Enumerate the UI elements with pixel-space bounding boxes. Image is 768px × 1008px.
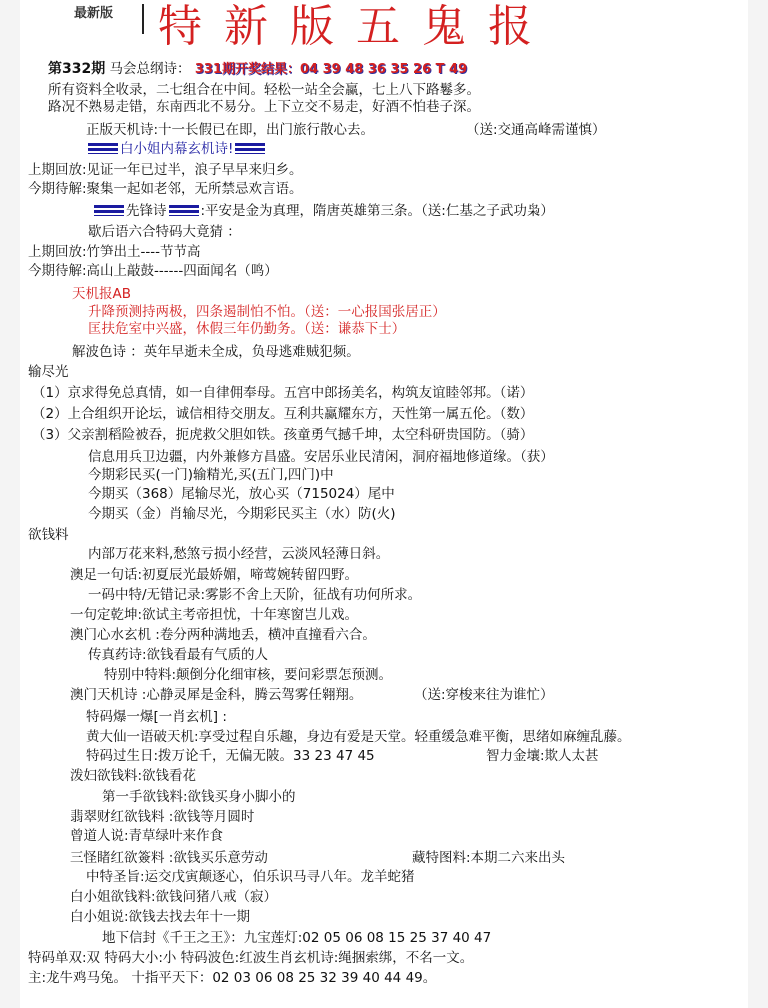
text-line: 三怪睹红欲簽料 :欲钱买乐意劳动 [70,850,268,866]
text-line: 路况不熟易走错，东南西北不易分。上下立交不易走，好酒不怕巷子深。 [48,99,480,115]
xianfeng-line [92,202,554,220]
text-line: 第一手欲钱料:欲钱买身小脚小的 [102,789,296,805]
text-line: 歇后语六合特码大竟猜 ： [88,224,241,240]
text-line: 藏特图料:本期二六来出头 [412,850,566,866]
text-line: 白小姐说:欲钱去找去年十一期 [70,909,251,925]
text-line: 翡翠财红欲钱料 :欲钱等月圆时 [70,809,255,825]
text-line: 今期买（金）肖输尽光，今期彩民买主（水）防(火) [88,506,396,522]
page-title: 特新版五鬼报 [158,1,554,52]
text-line: 升降预测持两极，四条遏制怕不怕。（送：一心报国张居正） [88,304,446,320]
edition-label: 最新版 [74,6,114,21]
section-heading: 输尽光 [28,364,69,380]
text-line: 澳足一句话:初夏辰光最娇媚，啼莺婉转留四野。 [70,567,359,583]
header-divider [142,4,144,34]
tianjibao-heading: 天机报AB [72,286,131,302]
poem-label: 马会总纲诗： [109,61,191,77]
text-line: 主:龙牛鸡马兔。 十指平天下：02 03 06 08 25 32 39 40 44 49。 [28,970,437,986]
section-heading: 欲钱料 [28,527,69,543]
bai-xiaojie-heading [86,140,267,158]
text-line: 今期待解:聚集一起如老邻，无所禁忌欢言语。 [28,181,303,197]
text-line: 特别中特料:颠倒分化细审核，要问彩票怎预测。 [104,667,393,683]
text-line: 澳门天机诗 :心静灵犀是金科，腾云驾雾任翱翔。 [70,687,363,703]
decor-badge [169,205,199,216]
text-line: （2）上合组织开论坛，诚信相待交朋友。互利共赢耀东方，天性第一属五伦。（数） [32,406,534,422]
text-line: 上期回放:竹笋出土----节节高 [28,244,201,260]
text-line: （1）京求得免总真情，如一自律佣奉母。五宫中郎扬美名，构筑友谊睦邻邦。（诺） [32,385,534,401]
text-line: 白小姐欲钱料:欲钱问猪八戒（寂） [70,889,278,905]
text-line: 今期待解:高山上敲鼓------四面闻名（鸣） [28,263,278,279]
text-line: 一码中特/无错记录:雾影不舍上天阶，征战有功何所求。 [88,587,422,603]
issue-number: 第332期 [48,61,106,77]
text-line: 今期彩民买(一门)输精光,买(五门,四门)中 [88,467,334,483]
text-line: 匡扶危室中兴盛，休假三年仍勤务。（送：谦恭下士） [88,321,406,337]
text-line: 解波色诗 ：英年早逝未全成，负母逃难贼犯频。 [72,344,360,360]
text-line: 中特圣旨:运交戊寅颠逐心，伯乐识马寻八年。龙羊蛇猪 [86,869,415,885]
text-line: 今期买（368）尾输尽光，放心买（715024）尾中 [88,486,395,502]
text-line: （送:交通高峰需谨慎） [466,122,606,138]
lottery-result: 331期开奖结果：04 39 48 36 35 26 T 49 [194,62,468,77]
text-line: 上期回放:见证一年已过半，浪子早早来归乡。 [28,162,303,178]
text-line: 信息用兵卫边疆，内外兼修方昌盛。安居乐业民清闲，洞府福地修道缘。（获） [88,449,554,465]
text-line: 泼妇欲钱料:欲钱看花 [70,768,197,784]
text-line: 特码爆一爆[一肖玄机] : [86,709,227,725]
text-line: 黄大仙一语破天机:享受过程自乐趣，身边有爱是天堂。轻重缓急难平衡，思绪如麻缠乱藤。 [86,729,631,745]
text-line: 正版天机诗:十一长假已在即，出门旅行散心去。 [86,122,375,138]
decor-badge [88,143,118,154]
xianfeng-label: 先锋诗 [126,203,167,219]
text-line: 智力金壤:欺人太甚 [486,748,599,764]
decor-badge [235,143,265,154]
text-line: 所有资料全收录，二七组合在中间。轻松一站全会赢，七上八下路鬈多。 [48,82,480,98]
bai-xiaojie-label: 白小姐内幕玄机诗! [120,141,234,157]
decor-badge [94,205,124,216]
text-line: 特码过生日:拨万论千，无偏无陂。33 23 47 45 [86,748,375,764]
xianfeng-text: :平安是金为真理，隋唐英雄第三条。（送:仁基之子武功枭） [200,203,554,219]
text-line: 传真药诗:欲钱看最有气质的人 [88,647,269,663]
text-line: 曾道人说:青草绿叶来作食 [70,828,224,844]
text-line: 内部万花来料,愁煞亏损小经营，云淡风轻薄日斜。 [88,546,390,562]
text-line: 一句定乾坤:欲试主考帝担忧，十年寒窗岂儿戏。 [70,607,359,623]
text-line: 特码单双:双 特码大小:小 特码波色:红波生肖玄机诗:绳捆索绑，不名一文。 [28,950,474,966]
issue-line [48,60,467,79]
text-line: 澳门心水玄机 :卷分两种满地丢，横冲直撞看六合。 [70,627,376,643]
text-line: 地下信封《千王之王》：九宝莲灯:02 05 06 08 15 25 37 40 47 [102,930,492,946]
text-line: （3）父亲割稻险被吞，扼虎救父胆如铁。孩童勇气撼千坤，太空科研贵国防。（骑） [32,427,534,443]
text-line: （送:穿梭来往为谁忙） [414,687,554,703]
